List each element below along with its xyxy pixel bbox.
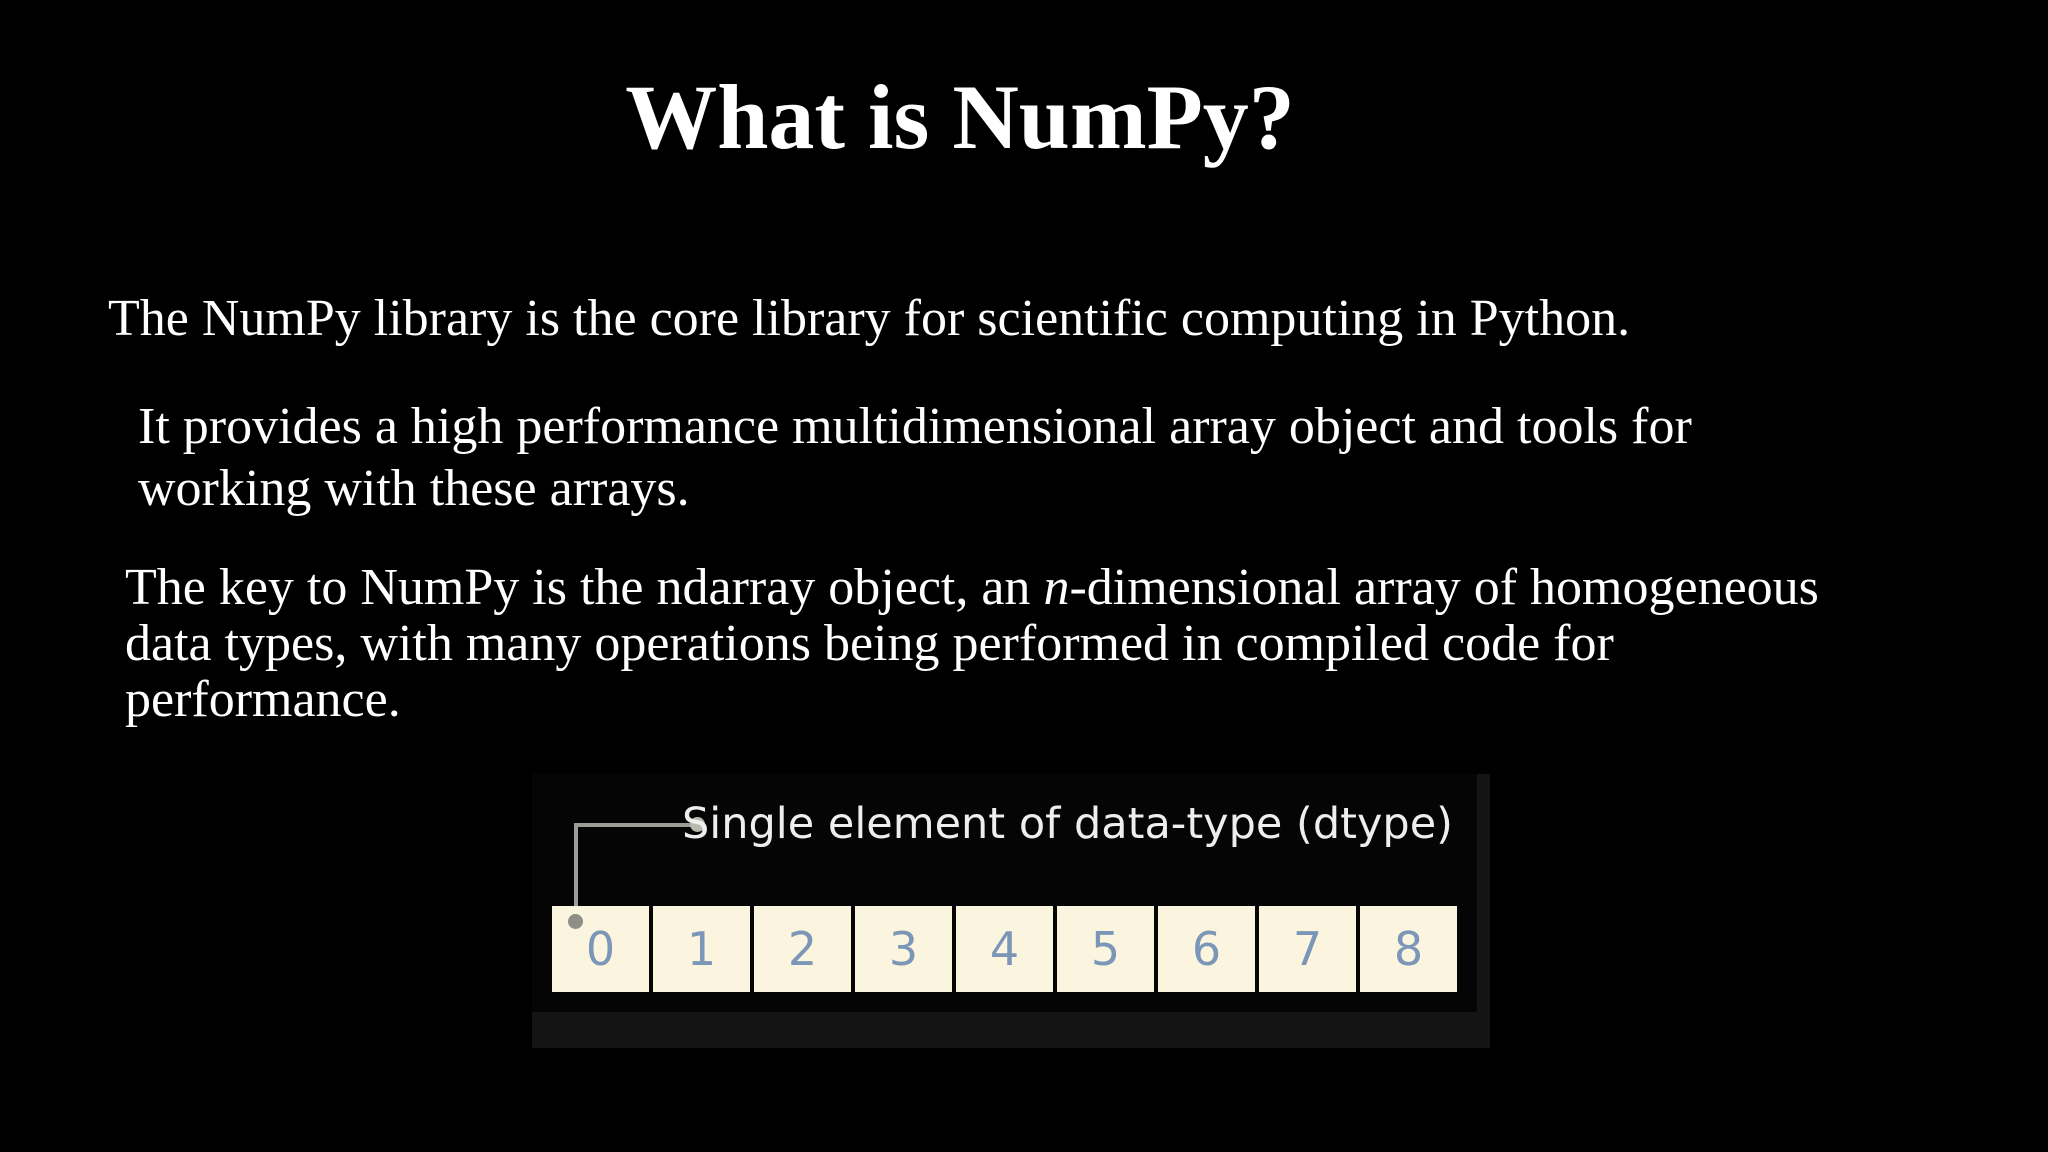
array-cell-2: 2 [754, 906, 851, 992]
array-cell-8: 8 [1360, 906, 1457, 992]
array-cell-5: 5 [1057, 906, 1154, 992]
array-cell-4: 4 [956, 906, 1053, 992]
ndarray-n-emphasis: n [1043, 559, 1070, 616]
paragraph-ndarray-line-3: performance. [125, 671, 401, 728]
dtype-label: Single element of data-type (dtype) [682, 799, 1453, 849]
ndarray-figure [532, 774, 1490, 1048]
array-cell-0: 0 [552, 906, 649, 992]
paragraph-ndarray [125, 560, 2005, 728]
slide-title: What is NumPy? [625, 66, 1295, 168]
paragraph-core-library: The NumPy library is the core library for scientific computing in Python. [108, 290, 1631, 347]
paragraph-ndarray-line-1 [125, 560, 2005, 616]
array-cell-3: 3 [855, 906, 952, 992]
array-cells [552, 906, 1457, 992]
paragraph-ndarray-line-2: data types, with many operations being performed in compiled code for [125, 615, 1614, 672]
paragraph-array-object-line-2: working with these arrays. [138, 460, 690, 517]
paragraph-array-object [138, 396, 1958, 520]
array-cell-7: 7 [1259, 906, 1356, 992]
array-cell-1: 1 [653, 906, 750, 992]
connector-dot-element [568, 914, 583, 929]
ndarray-text-after: -dimensional array of homogeneous [1069, 559, 1819, 616]
ndarray-text-before: The key to NumPy is the ndarray object, an [125, 559, 1044, 616]
connector-line-horizontal [574, 823, 698, 827]
paragraph-array-object-line-1: It provides a high performance multidimensional array object and tools for [138, 398, 1692, 455]
array-cell-6: 6 [1158, 906, 1255, 992]
